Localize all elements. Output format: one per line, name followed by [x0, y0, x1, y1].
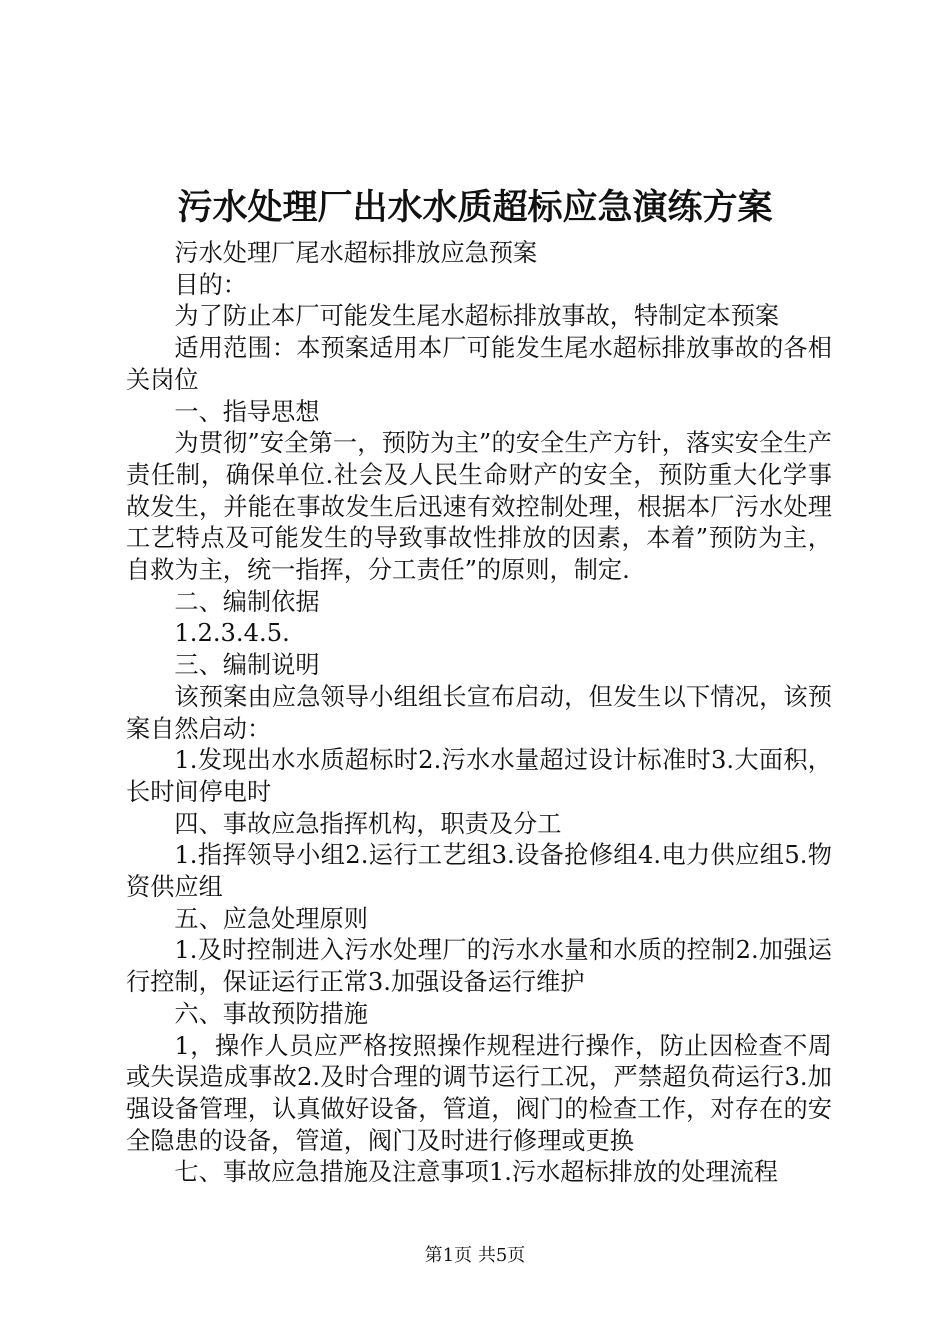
section-heading-2: 二、编制依据 — [174, 587, 320, 616]
paragraph-guiding-ideology: 为贯彻”安全第一，预防为主”的安全生产方针，落实安全生产责任制，确保单位.社会及人民生命财产的安全，预防重大化学事故发生，并能在事故发生后迅速有效控制处理，根据本厂污水处理工艺特点及可能发生的导致事故性排放的因素，本着”预防为主，自救为主，统一指挥，分工责任”的原则，制定. — [126, 429, 832, 585]
paragraph-purpose-heading: 目的： — [174, 270, 247, 299]
section-heading-1: 一、指导思想 — [174, 397, 320, 426]
section-heading-3: 三、编制说明 — [174, 651, 320, 680]
paragraph-activation: 该预案由应急领导小组组长宣布启动，但发生以下情况，该预案自然启动： — [126, 682, 832, 743]
paragraph-subtitle: 污水处理厂尾水超标排放应急预案 — [174, 239, 538, 267]
paragraph-scope: 适用范围：本预案适用本厂可能发生尾水超标排放事故的各相关岗位 — [126, 334, 832, 394]
paragraph-basis-list: 1.2.3.4.5. — [174, 619, 290, 648]
section-heading-6: 六、事故预防措施 — [174, 999, 368, 1028]
paragraph-principles: 1.及时控制进入污水处理厂的污水水量和水质的控制2.加强运行控制，保证运行正常3.加强设备运行维护 — [126, 936, 832, 997]
page-footer: 第1页 共5页 — [424, 1245, 526, 1266]
paragraph-activation-conditions: 1.发现出水水质超标时2.污水水量超过设计标准时3.大面积，长时间停电时 — [126, 746, 832, 806]
document-body — [126, 238, 832, 1189]
paragraph-prevention: 1，操作人员应严格按照操作规程进行操作，防止因检查不周或失误造成事故2.及时合理的调节运行工况，严禁超负荷运行3.加强设备管理，认真做好设备，管道，阀门的检查工作，对存在的安全隐患的设备，管道，阀门及时进行修理或更换 — [126, 1031, 832, 1155]
section-heading-7: 七、事故应急措施及注意事项1.污水超标排放的处理流程 — [174, 1158, 778, 1187]
document-title: 污水处理厂出水水质超标应急演练方案 — [177, 187, 773, 228]
section-heading-4: 四、事故应急指挥机构，职责及分工 — [174, 809, 562, 838]
paragraph-command-groups: 1.指挥领导小组2.运行工艺组3.设备抢修组4.电力供应组5.物资供应组 — [126, 841, 832, 902]
section-heading-5: 五、应急处理原则 — [174, 904, 368, 933]
paragraph-purpose: 为了防止本厂可能发生尾水超标排放事故，特制定本预案 — [174, 302, 780, 331]
